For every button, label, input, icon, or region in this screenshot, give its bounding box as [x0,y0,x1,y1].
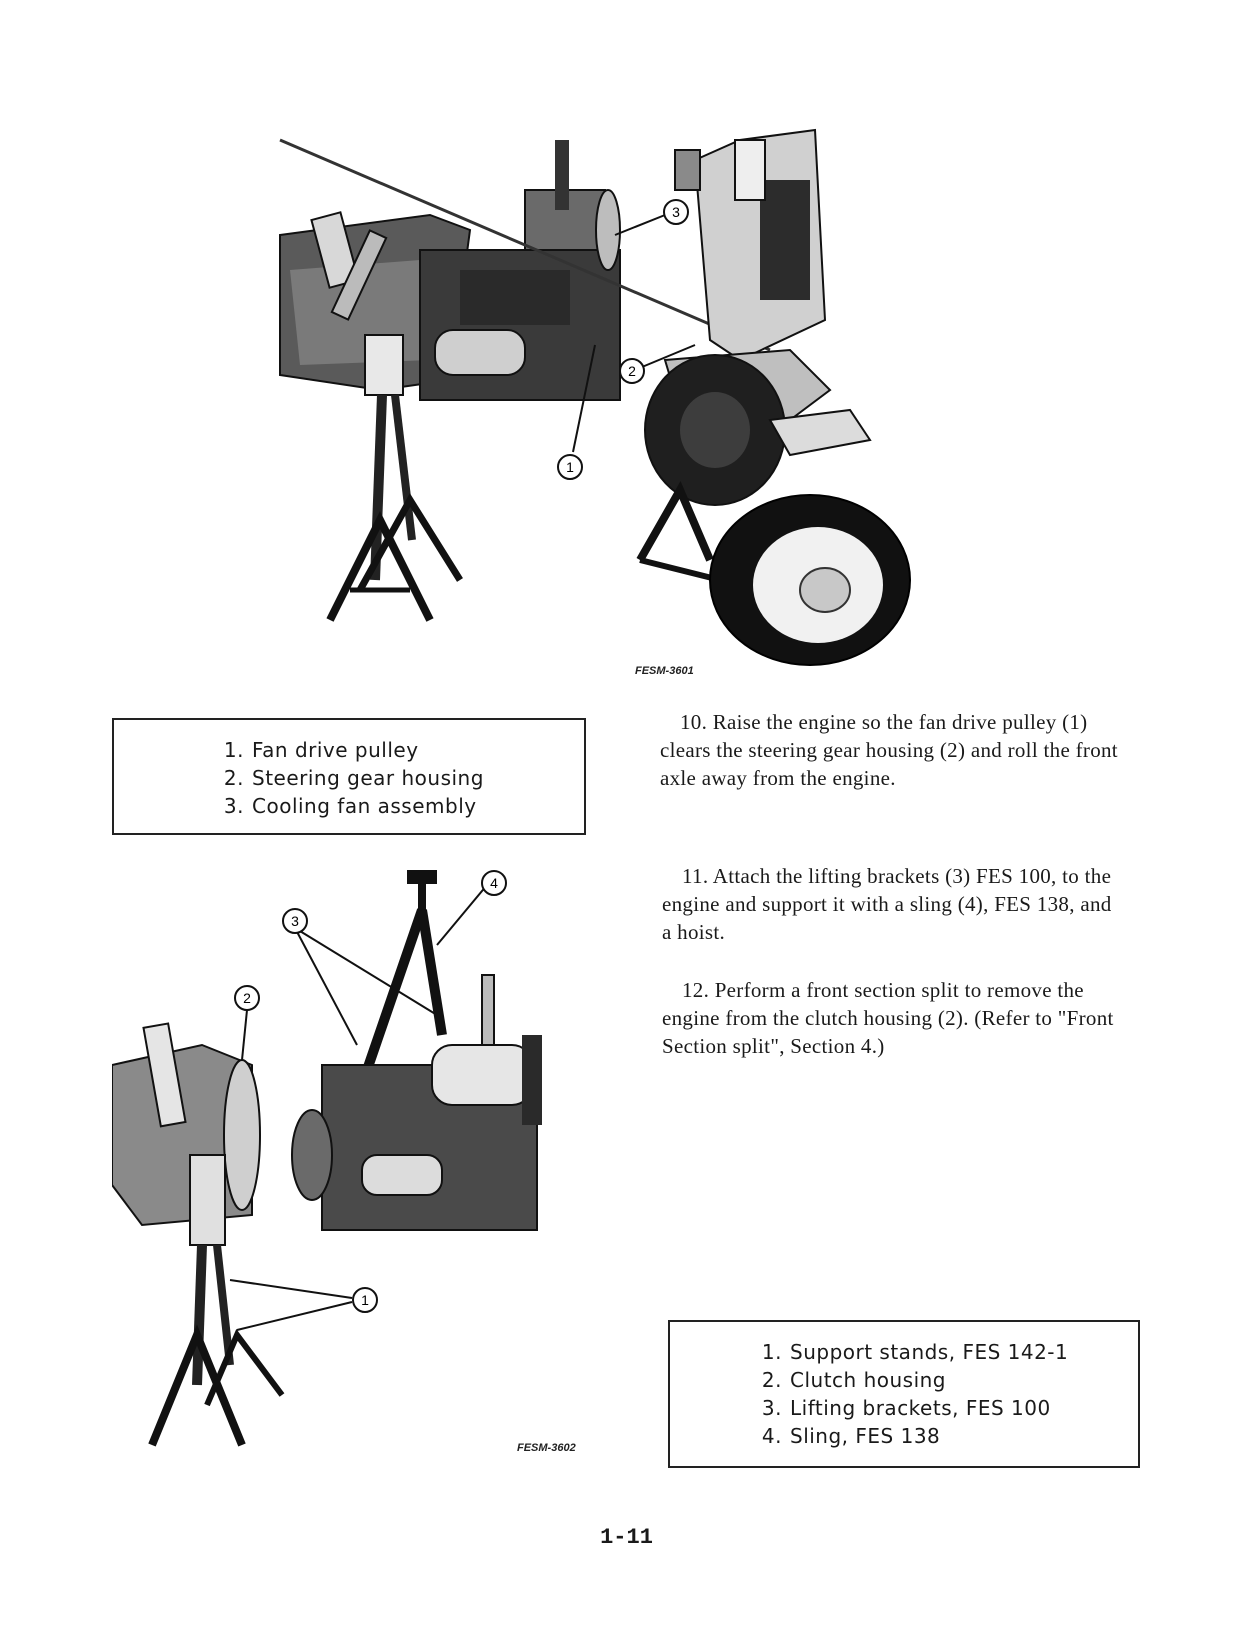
callout-3-cooling-fan [615,200,688,235]
legend-item: 2. Steering gear housing [223,766,484,790]
step-12: 12. Perform a front section split to remove the engine from the clutch housing (2). (Refer to "Front Section split", Section 4.) [662,978,1114,1058]
figure-id-label: FESM-3601 [635,665,694,677]
legend-item: 4. Sling, FES 138 [761,1424,941,1448]
figure-engine-hoist [112,865,592,1485]
callout-1-label: 1 [361,1292,369,1308]
legend-item: 1. Fan drive pulley [223,738,419,762]
callout-2-clutch-housing [235,986,259,1060]
callout-4-label: 4 [490,875,498,891]
figure-id-label: FESM-3602 [517,1442,576,1454]
legend-item: 1. Support stands, FES 142-1 [761,1340,1069,1364]
callout-3-label: 3 [291,913,299,929]
step-11: 11. Attach the lifting brackets (3) FES 100, to the engine and support it with a sling (4), FES 138, and a hoist. [662,864,1112,944]
callout-2-label: 2 [243,990,251,1006]
callout-1-support-stands [230,1280,377,1330]
callout-1-label: 1 [566,459,574,475]
tractor-front-axle-illustration [270,120,950,700]
legend-item: 3. Lifting brackets, FES 100 [761,1396,1051,1420]
callout-4-sling [437,871,506,945]
legend-item: 3. Cooling fan assembly [223,794,477,818]
step-10: 10. Raise the engine so the fan drive pulley (1) clears the steering gear housing (2) and roll the front axle away from the engine. [660,710,1118,790]
page-number: 1-11 [600,1525,653,1550]
figure-tractor-front-axle [270,120,950,700]
legend-bottom [668,1320,1140,1468]
engine-hoist-illustration [112,865,592,1485]
legend-top [112,718,586,835]
callout-3-label: 3 [672,204,680,220]
legend-item: 2. Clutch housing [761,1368,947,1392]
callout-2-label: 2 [628,363,636,379]
